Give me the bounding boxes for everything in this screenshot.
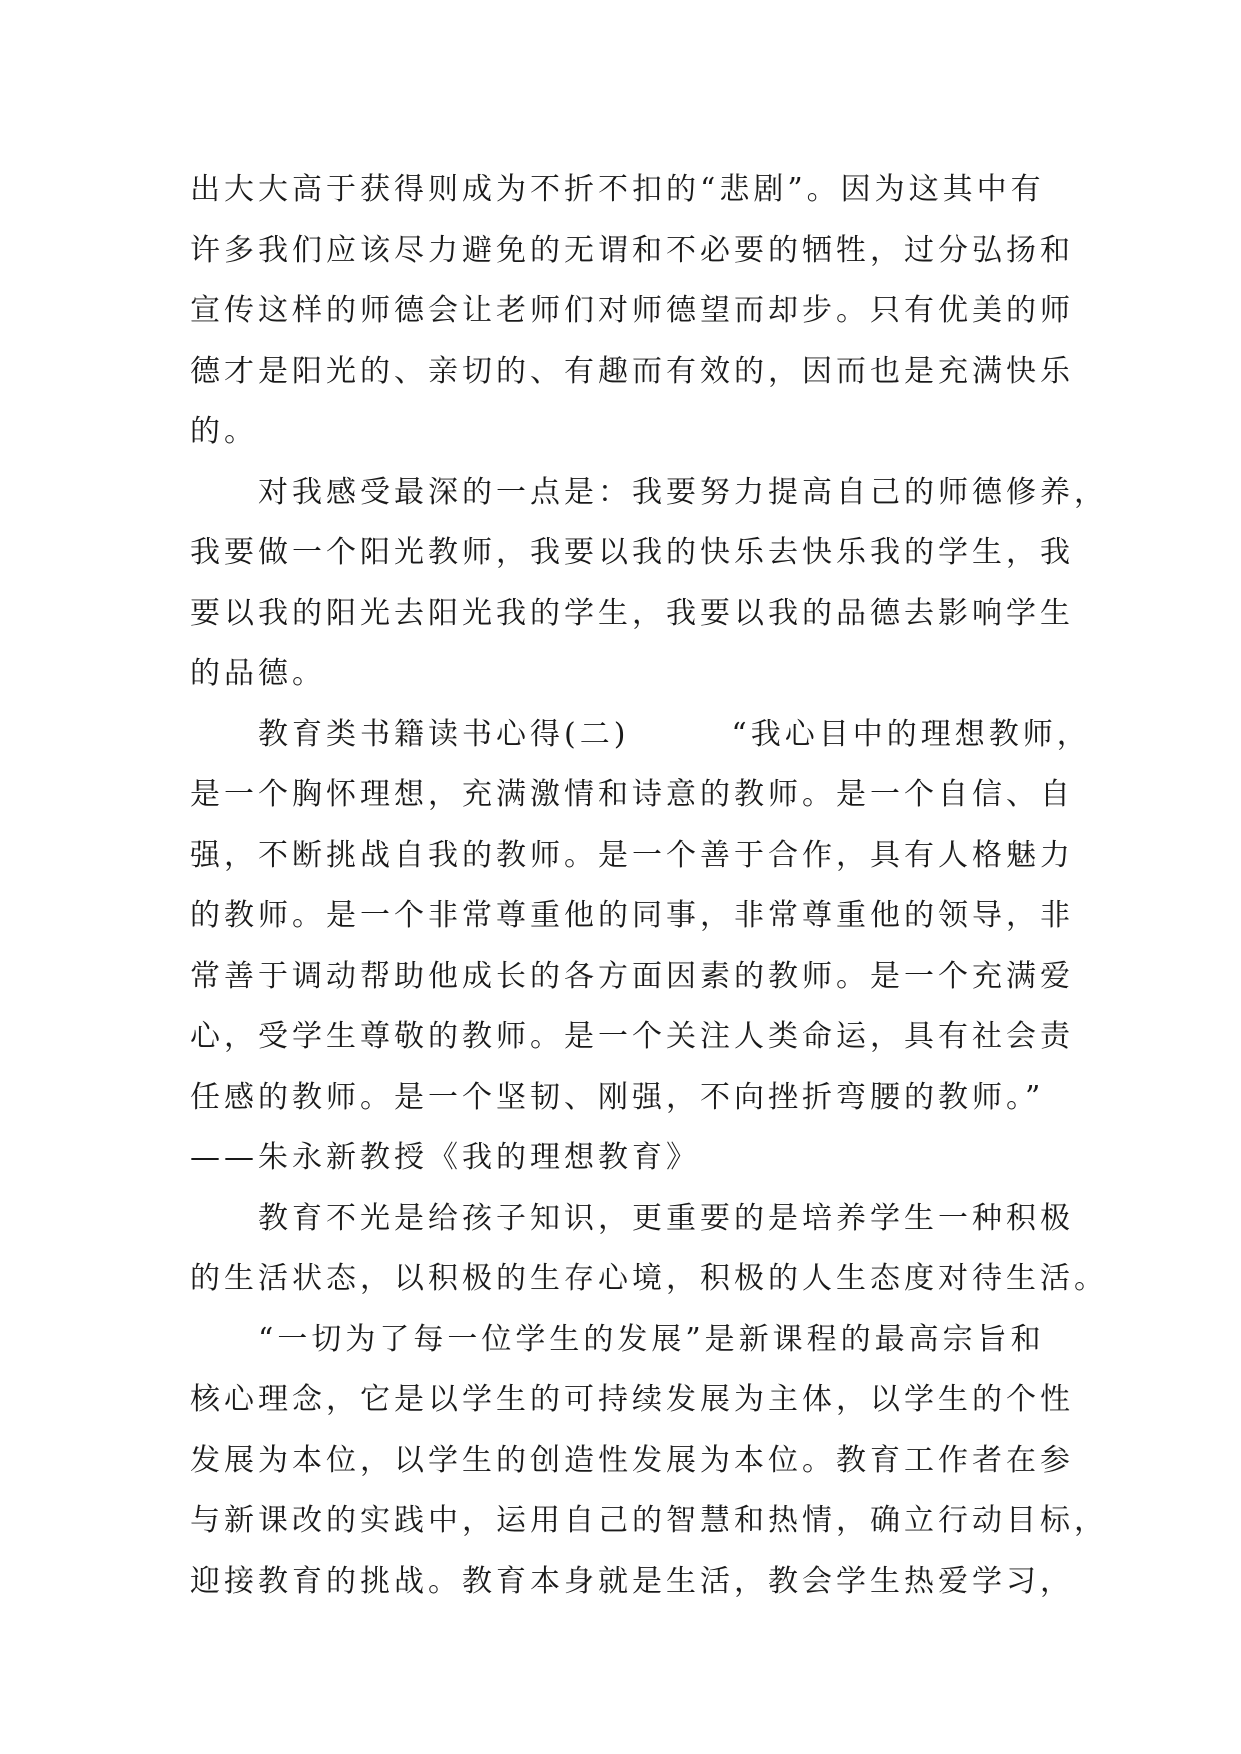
body-text bbox=[190, 160, 1108, 1612]
text-line: 的生活状态，以积极的生存心境，积极的人生态度对待生活。 bbox=[190, 1261, 1108, 1296]
section-heading-line: 教育类书籍读书心得(二) “我心目中的理想教师， bbox=[258, 716, 1091, 752]
paragraph-start-line: 教育不光是给孩子知识，更重要的是培养学生一种积极 bbox=[258, 1200, 1074, 1236]
text-line: 的品德。 bbox=[190, 656, 326, 691]
text-line: 心，受学生尊敬的教师。是一个关注人类命运，具有社会责 bbox=[190, 1019, 1074, 1054]
text-line: 与新课改的实践中，运用自己的智慧和热情，确立行动目标， bbox=[190, 1503, 1108, 1538]
text-line: 宣传这样的师德会让老师们对师德望而却步。只有优美的师 bbox=[190, 293, 1074, 328]
text-line: 任感的教师。是一个坚韧、刚强，不向挫折弯腰的教师。” bbox=[190, 1079, 1045, 1115]
text-line: 我要做一个阳光教师，我要以我的快乐去快乐我的学生，我 bbox=[190, 535, 1074, 570]
text-line: 的。 bbox=[190, 414, 258, 449]
text-line: 核心理念，它是以学生的可持续发展为主体，以学生的个性 bbox=[190, 1382, 1074, 1417]
text-line: 的教师。是一个非常尊重他的同事，非常尊重他的领导，非 bbox=[190, 898, 1074, 933]
text-line: 德才是阳光的、亲切的、有趣而有效的，因而也是充满快乐 bbox=[190, 353, 1074, 389]
text-line: 常善于调动帮助他成长的各方面因素的教师。是一个充满爱 bbox=[190, 958, 1074, 994]
quote-attribution: ——朱永新教授《我的理想教育》 bbox=[190, 1140, 700, 1175]
paragraph-start-line: “一切为了每一位学生的发展”是新课程的最高宗旨和 bbox=[258, 1321, 1045, 1357]
paragraph-start-line: 对我感受最深的一点是：我要努力提高自己的师德修养， bbox=[258, 474, 1108, 510]
text-line: 许多我们应该尽力避免的无谓和不必要的牺牲，过分弘扬和 bbox=[190, 232, 1074, 268]
text-line: 发展为本位，以学生的创造性发展为本位。教育工作者在参 bbox=[190, 1442, 1074, 1478]
text-line: 出大大高于获得则成为不折不扣的“悲剧”。因为这其中有 bbox=[190, 172, 1045, 207]
text-line: 迎接教育的挑战。教育本身就是生活，教会学生热爱学习， bbox=[190, 1563, 1074, 1599]
text-line: 是一个胸怀理想，充满激情和诗意的教师。是一个自信、自 bbox=[190, 777, 1074, 812]
text-line: 要以我的阳光去阳光我的学生，我要以我的品德去影响学生 bbox=[190, 595, 1074, 631]
text-line: 强，不断挑战自我的教师。是一个善于合作，具有人格魅力 bbox=[190, 837, 1074, 873]
